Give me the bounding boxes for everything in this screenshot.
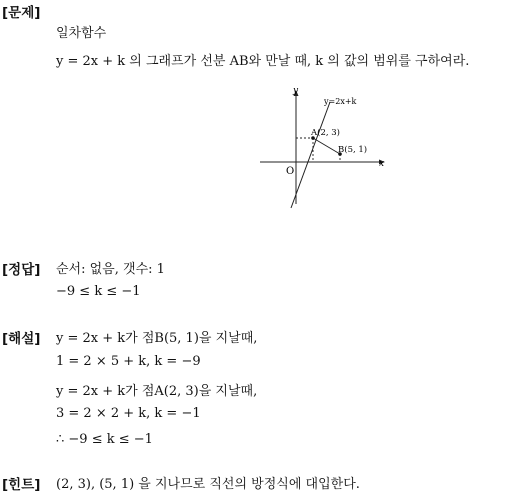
- x-axis-label: x: [379, 159, 385, 169]
- solution-line-1: y = 2x + k가 점B(5, 1)을 지날때,: [56, 331, 258, 346]
- point-a-label: A(2, 3): [311, 128, 340, 138]
- hint-text: (2, 3), (5, 1) 을 지나므로 직선의 방정식에 대입한다.: [56, 477, 360, 492]
- answer-meta: 순서: 없음, 갯수: 1: [56, 262, 165, 277]
- answer-value: −9 ≤ k ≤ −1: [56, 284, 141, 299]
- hint-label: [힌트]: [2, 477, 41, 493]
- solution-line-3: y = 2x + k가 점A(2, 3)을 지날때,: [56, 384, 258, 399]
- solution-label: [해설]: [2, 331, 41, 347]
- solution-line-2: 1 = 2 × 5 + k, k = −9: [56, 354, 201, 369]
- answer-label: [정답]: [2, 262, 41, 278]
- segment-ab: [313, 138, 340, 154]
- solution-line-4: 3 = 2 × 2 + k, k = −1: [56, 406, 201, 421]
- point-b-label: B(5, 1): [338, 145, 368, 155]
- line-y-2x-k: [291, 102, 330, 208]
- origin-label: O: [286, 166, 295, 177]
- y-axis-label: y: [293, 86, 299, 96]
- graph-figure: [254, 84, 394, 212]
- line-label: y=2x+k: [324, 97, 357, 106]
- solution-line-5: ∴ −9 ≤ k ≤ −1: [56, 432, 153, 447]
- problem-question: y = 2x + k 의 그래프가 선분 AB와 만날 때, k 의 값의 범위를 구하여라.: [56, 54, 470, 69]
- problem-label: [문제]: [2, 5, 41, 21]
- problem-topic: 일차함수: [56, 26, 107, 41]
